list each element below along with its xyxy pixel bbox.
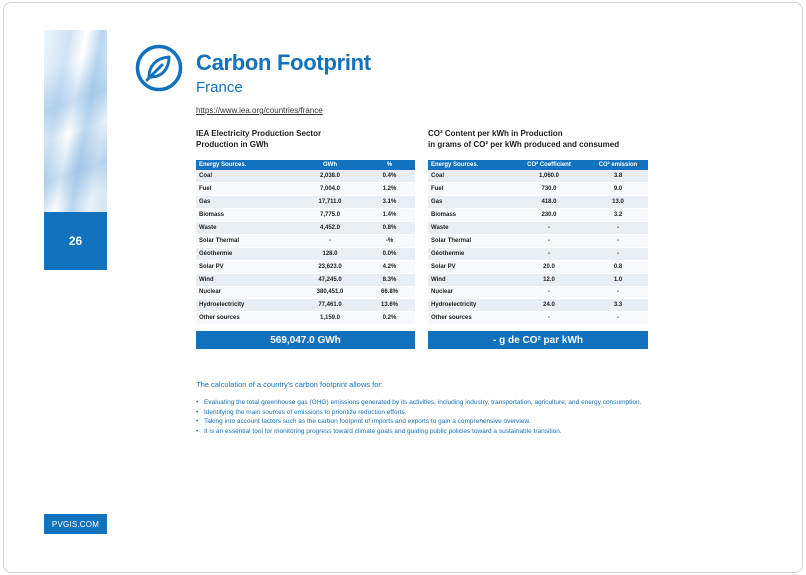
table-cell: - [588,222,648,235]
table-row [428,286,648,299]
list-item-text: Evaluating the total greenhouse gas (GHG) emissions generated by its activities, including industry, transportation, agriculture, and energy consumption. [204,399,642,406]
table-cell: 7,775.0 [296,209,364,222]
bullet-icon: • [196,399,199,406]
table-cell: Biomass [196,209,296,222]
table-row [196,273,415,286]
table-row [428,260,648,273]
table-cell: - [510,222,588,235]
table-cell: Hydroelectricity [196,299,296,312]
production-heading-line2: Production in GWh [196,140,269,149]
footer-brand[interactable]: PVGIS.COM [44,514,107,534]
table-cell: - [510,247,588,260]
table-row [428,222,648,235]
table-cell: 7,004.0 [296,183,364,196]
table-cell: 380,451.0 [296,286,364,299]
co2-table-header [428,160,648,170]
co2-total: - g de CO² par kWh [428,331,648,349]
co2-heading-line2: in grams of CO² per kWh produced and consumed [428,140,620,149]
table-cell: Wind [428,273,510,286]
table-row [428,247,648,260]
table-cell: Gas [196,196,296,209]
table-cell: Nuclear [428,286,510,299]
table-row [196,170,415,183]
table-cell: Fuel [428,183,510,196]
table-cell: - [296,234,364,247]
production-table-body [196,170,415,325]
intro-text: The calculation of a country's carbon footprint allows for: [196,380,383,389]
column-header: GWh [296,160,364,170]
production-heading [196,128,321,150]
production-table-header [196,160,415,170]
table-cell: 3.1% [364,196,415,209]
list-item [196,408,641,418]
table-cell: 8.3% [364,273,415,286]
table-cell: Solar Thermal [196,234,296,247]
column-header: CO² Coefficient [510,160,588,170]
table-cell: Géothermie [428,247,510,260]
list-item [196,417,641,427]
table-cell: Nuclear [196,286,296,299]
table-cell: 4.2% [364,260,415,273]
table-cell: 23,623.0 [296,260,364,273]
table-cell: 17,711.0 [296,196,364,209]
table-cell: 1,060.0 [510,170,588,183]
country-subtitle: France [196,79,243,96]
column-header: Energy Sources. [196,160,296,170]
table-cell: 1,159.0 [296,312,364,325]
table-cell: 66.8% [364,286,415,299]
table-row [428,209,648,222]
table-cell: Solar PV [196,260,296,273]
table-cell: 4,452.0 [296,222,364,235]
table-cell: Other sources [428,312,510,325]
table-cell: 3.8 [588,170,648,183]
table-cell: - [510,234,588,247]
table-cell: Wind [196,273,296,286]
table-cell: 0.8 [588,260,648,273]
table-row [196,209,415,222]
production-table [196,160,415,325]
table-cell: 0.4% [364,170,415,183]
co2-table-body [428,170,648,325]
column-header: CO² emission [588,160,648,170]
table-cell: 1.0 [588,273,648,286]
table-row [196,196,415,209]
table-cell: Coal [428,170,510,183]
table-cell: - [588,312,648,325]
table-row [196,312,415,325]
co2-heading [428,128,619,150]
table-cell: Solar PV [428,260,510,273]
co2-heading-line1: CO² Content per kWh in Production [428,129,563,138]
table-row [428,196,648,209]
table-row [196,234,415,247]
table-cell: Solar Thermal [428,234,510,247]
table-row [196,247,415,260]
table-cell: Fuel [196,183,296,196]
table-cell: Gas [428,196,510,209]
bullet-icon: • [196,427,199,435]
bullet-icon: • [196,418,199,425]
table-row [428,170,648,183]
light-streaks [44,30,107,212]
leaf-icon [135,44,183,92]
table-cell: Other sources [196,312,296,325]
table-cell: - [588,234,648,247]
table-cell: 3.2 [588,209,648,222]
table-cell: Coal [196,170,296,183]
source-link[interactable]: https://www.iea.org/countries/france [196,106,323,115]
column-header: % [364,160,415,170]
list-item [196,398,641,408]
table-cell: 9.0 [588,183,648,196]
table-cell: 13.6% [364,299,415,312]
bullet-icon: • [196,408,199,416]
co2-table [428,160,648,325]
table-cell: 1.2% [364,183,415,196]
table-row [196,222,415,235]
production-total: 569,047.0 GWh [196,331,415,349]
table-cell: - [588,247,648,260]
side-decorative-band [44,30,107,212]
benefits-list [196,398,641,436]
table-cell: Hydroelectricity [428,299,510,312]
list-item-text: Identifying the main sources of emissions to prioritize reduction efforts. [204,408,407,416]
table-cell: 730.0 [510,183,588,196]
table-cell: Waste [196,222,296,235]
table-cell: 20.0 [510,260,588,273]
table-cell: - [510,286,588,299]
table-row [428,299,648,312]
page-number: 26 [44,212,107,270]
table-cell: -% [364,234,415,247]
table-cell: 0.8% [364,222,415,235]
list-item-text: It is an essential tool for monitoring progress toward climate goals and guiding public policies toward a sustainable transition. [204,427,562,435]
list-item [196,427,641,437]
table-cell: 77,461.0 [296,299,364,312]
production-heading-line1: IEA Electricity Production Sector [196,129,322,138]
table-row [428,234,648,247]
table-cell: 13.0 [588,196,648,209]
column-header: Energy Sources. [428,160,510,170]
table-row [428,273,648,286]
table-row [196,183,415,196]
table-cell: - [510,312,588,325]
table-cell: Waste [428,222,510,235]
table-cell: 3.3 [588,299,648,312]
table-cell: 128.0 [296,247,364,260]
table-row [196,260,415,273]
table-cell: 0.2% [364,312,415,325]
page-title: Carbon Footprint [196,50,371,75]
list-item-text: Taking into account factors such as the carbon footprint of imports and exports to gain a comprehensive overview. [204,418,531,425]
table-cell: 230.0 [510,209,588,222]
table-cell: 418.0 [510,196,588,209]
table-cell: 1.4% [364,209,415,222]
table-row [428,312,648,325]
table-row [196,299,415,312]
table-row [196,286,415,299]
table-cell: 0.0% [364,247,415,260]
table-cell: - [588,286,648,299]
table-cell: 12.0 [510,273,588,286]
table-row [428,183,648,196]
table-cell: 2,038.0 [296,170,364,183]
table-cell: Biomass [428,209,510,222]
table-cell: 47,245.0 [296,273,364,286]
table-cell: Géothermie [196,247,296,260]
table-cell: 24.0 [510,299,588,312]
